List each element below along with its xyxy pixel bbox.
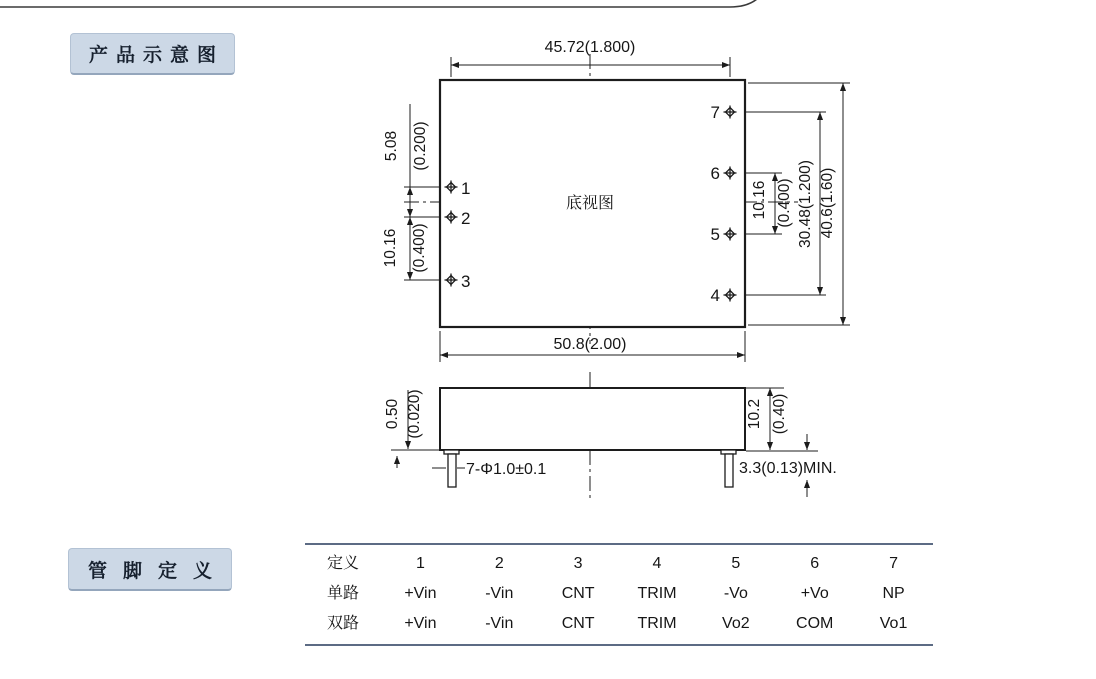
- dim-body-height: 40.6(1.60): [819, 167, 836, 239]
- pin-table-header-cell: 7: [889, 555, 899, 572]
- pin-table-header-cell: 4: [652, 555, 662, 572]
- pin-table-cell: Vo2: [722, 615, 750, 632]
- section-label-product-diagram-text: 产品示意图: [88, 45, 224, 66]
- pin-label-7: 7: [710, 103, 720, 122]
- dim-standoff-in: (0.020): [406, 389, 423, 439]
- pin-table-header-cell: 6: [810, 555, 820, 572]
- pin-table-header-cell: 2: [494, 555, 504, 572]
- dim-body-width: 50.8(2.00): [553, 336, 627, 353]
- pin-table-cell: TRIM: [637, 615, 677, 632]
- view-name-text: 底视图: [565, 195, 615, 212]
- pin-table-cell: 单路: [326, 585, 359, 602]
- dim-pitch-right-10-16-in: (0.400): [776, 178, 793, 228]
- pin-label-1: 1: [461, 179, 471, 198]
- pin-table-cell: CNT: [561, 585, 595, 602]
- pin-label-5: 5: [710, 225, 720, 244]
- dim-pin-spec: 7-Φ1.0±0.1: [466, 461, 547, 478]
- pin-table-cell: Vo1: [879, 615, 908, 632]
- pin-table-cell: +Vin: [404, 615, 437, 632]
- dim-pitch-left-10-16-mm: 10.16: [382, 228, 399, 268]
- dim-pitch-left-10-16-in: (0.400): [411, 223, 428, 273]
- pin-label-6: 6: [710, 164, 720, 183]
- pin-table-cell: CNT: [561, 615, 595, 632]
- pin-label-4: 4: [710, 286, 720, 305]
- pin-table-cell: -Vin: [485, 585, 514, 602]
- dim-body-thickness-mm: 10.2: [746, 398, 763, 430]
- pin-table-cell: 双路: [326, 615, 359, 632]
- dim-standoff-mm: 0.50: [384, 398, 401, 430]
- pin-label-2: 2: [461, 209, 471, 228]
- bottom-view: [404, 54, 798, 344]
- pin-table-header-cell: 5: [731, 555, 741, 572]
- pin-table-cell: +Vo: [800, 585, 829, 602]
- pin-table-cell: TRIM: [637, 585, 677, 602]
- section-label-pin-definition-text: 管脚定义: [87, 560, 228, 582]
- dim-pin-length-min: 3.3(0.13)MIN.: [739, 460, 837, 477]
- dim-pitch-5-08-in: (0.200): [412, 121, 429, 171]
- pin-table-cell: +Vin: [404, 585, 437, 602]
- pin-table-header-cell: 定义: [326, 555, 359, 572]
- pin-table-cell: NP: [882, 585, 905, 602]
- pin-table-header-cell: 3: [573, 555, 583, 572]
- dim-pitch-5-08-mm: 5.08: [383, 130, 400, 162]
- side-view-outline: [440, 388, 745, 450]
- pin-table-cell: COM: [796, 615, 834, 632]
- side-pin-left: [448, 454, 456, 487]
- page-top-border: [0, 0, 757, 7]
- dim-pin-span-width: 45.72(1.800): [544, 39, 636, 56]
- side-view: [440, 372, 745, 500]
- pin-definition-table: [305, 543, 933, 646]
- pin-table-header-cell: 1: [415, 555, 425, 572]
- side-pin-right: [725, 454, 733, 487]
- pin-table-cell: -Vo: [723, 585, 748, 602]
- pin-table-cell: -Vin: [485, 615, 514, 632]
- dim-body-thickness-in: (0.40): [771, 393, 788, 435]
- dim-pin-span-height: 30.48(1.200): [797, 160, 814, 248]
- dim-pitch-right-10-16-mm: 10.16: [751, 180, 768, 220]
- pin-label-3: 3: [461, 272, 471, 291]
